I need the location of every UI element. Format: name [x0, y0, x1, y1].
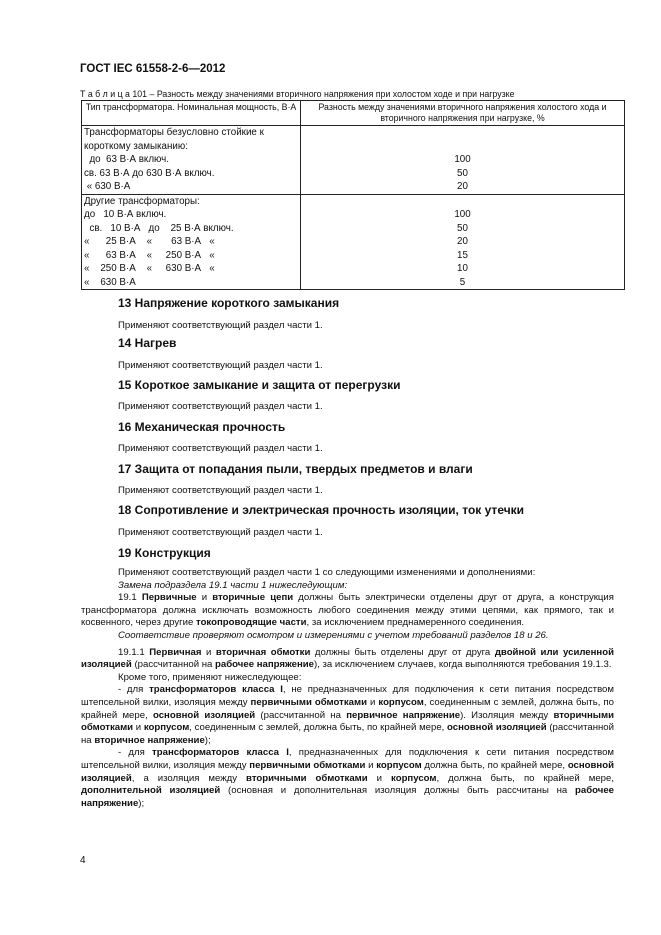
group2-title: Другие трансформаторы: — [84, 195, 200, 207]
group2-row-value: 20 — [457, 236, 468, 247]
table-header-row — [82, 101, 625, 126]
group2-row-value: 5 — [459, 276, 466, 288]
section-heading: 18 Сопротивление и электрическая прочность изоляции, ток утечки — [118, 503, 525, 517]
paragraph-19-1: 19.1 Первичные и вторичные цепи должны быть электрически отделены друг от друга, а конструкция трансформатора должна исключать возможность любого соединения между этими цепями, как прямого, так и косвенного, через другие токопроводящие части, за исключением преднамеренного соединения. — [81, 592, 614, 629]
group2-values — [301, 194, 625, 290]
paragraph-replacement-note: Замена подраздела 19.1 части 1 нижеследующим: — [118, 579, 348, 591]
group2-row-value: 50 — [457, 222, 468, 234]
group2-labels — [82, 194, 301, 290]
col-header-voltage-difference: Разность между значениями вторичного напряжения холостого хода и вторичного напряжения при нагрузке, % — [301, 101, 625, 126]
page-number: 4 — [80, 855, 86, 866]
section-body: Применяют соответствующий раздел части 1. — [118, 443, 323, 454]
section-body: Применяют соответствующий раздел части 1. — [118, 485, 323, 496]
group1-labels — [82, 126, 301, 195]
section-heading: 13 Напряжение короткого замыкания — [118, 296, 340, 310]
group2-row-value: 15 — [457, 249, 468, 261]
section-heading: 16 Механическая прочность — [118, 420, 286, 434]
group2-row-value: 10 — [457, 263, 468, 274]
group2-row-label: « 25 В·А « 63 В·А « — [84, 236, 215, 247]
group1-title-line1: Трансформаторы безусловно стойкие к — [84, 127, 264, 138]
table-row-group1 — [82, 126, 625, 195]
voltage-difference-table — [81, 100, 625, 290]
group2-row-label: « 63 В·А « 250 В·А « — [84, 249, 215, 261]
group2-row-label: « 250 В·А « 630 В·А « — [84, 263, 215, 274]
paragraph-class-i-plug: - для трансформаторов класса I, предназначенных для подключения к сети питания посредством штепсельной вилки, изоляция между первичными обмотками и корпусом должна быть, по крайней мере, основной изоляцией, а изоляция между вторичными обмотками и корпусом, должна быть, по крайней мере, дополнительной изоляцией (основная и дополнительная изоляция должны быть рассчитаны на рабочее напряжение); — [81, 747, 615, 809]
section-body: Применяют соответствующий раздел части 1. — [118, 527, 323, 538]
paragraph: Кроме того, применяют нижеследующее: — [118, 671, 302, 683]
paragraph-19-1-1: 19.1.1 Первичная и вторичная обмотки должны быть отделены друг от друга двойной или усиленной изоляцией (рассчитанной на рабочее напряжение), за исключением случаев, когда выполняются требования 19.1.3. — [81, 646, 614, 671]
table-caption: Т а б л и ц а 101 – Разность между значениями вторичного напряжения при холостом ходе и при нагрузке — [80, 89, 515, 99]
section-heading: 14 Нагрев — [118, 336, 177, 350]
group1-row-label: « 630 В·А — [84, 181, 131, 192]
col-header-transformer-type: Тип трансформатора. Номинальная мощность, В·А — [82, 101, 301, 126]
section-heading: 17 Защита от попадания пыли, твердых предметов и влаги — [118, 462, 473, 476]
section-body: Применяют соответствующий раздел части 1. — [118, 360, 323, 371]
section-body: Применяют соответствующий раздел части 1. — [118, 401, 323, 412]
group1-row-value: 100 — [454, 154, 471, 165]
group2-row-value: 100 — [454, 209, 471, 220]
group1-row-label: до 63 В·А включ. — [84, 154, 170, 165]
group1-row-label: св. 63 В·А до 630 В·А включ. — [84, 167, 215, 179]
table-row-group2 — [82, 194, 625, 290]
group1-row-value: 50 — [457, 167, 468, 179]
section-heading: 19 Конструкция — [118, 546, 211, 560]
section-body: Применяют соответствующий раздел части 1. — [118, 320, 323, 331]
standard-header: ГОСТ IEC 61558-2-6—2012 — [80, 63, 226, 75]
group2-row-label: св. 10 В·А до 25 В·А включ. — [84, 222, 234, 234]
group2-row-label: до 10 В·А включ. — [84, 209, 167, 220]
paragraph-class-i-no-plug: - для трансформаторов класса I, не предназначенных для подключения к сети питания посредством штепсельной вилки, изоляция между первичными обмотками и корпусом, соединенным с землей, должна быть, по крайней мере, основной изоляцией (рассчитанной на первичное напряжение). Изоляция между вторичными обмотками и корпусом, соединенным с землей, должна быть, по крайней мере, основной изоляцией (рассчитанной на вторичное напряжение); — [81, 684, 615, 746]
group1-values — [301, 126, 625, 195]
paragraph: Применяют соответствующий раздел части 1 со следующими изменениями и дополнениями: — [118, 567, 536, 578]
group1-title-line2: короткому замыканию: — [84, 140, 188, 152]
section-heading: 15 Короткое замыкание и защита от перегрузки — [118, 378, 401, 392]
paragraph-compliance: Соответствие проверяют осмотром и измерениями с учетом требований разделов 18 и 26. — [118, 629, 549, 641]
section-19-text — [81, 567, 614, 810]
group2-row-label: « 630 В·А — [84, 276, 136, 288]
group1-row-value: 20 — [457, 181, 468, 192]
